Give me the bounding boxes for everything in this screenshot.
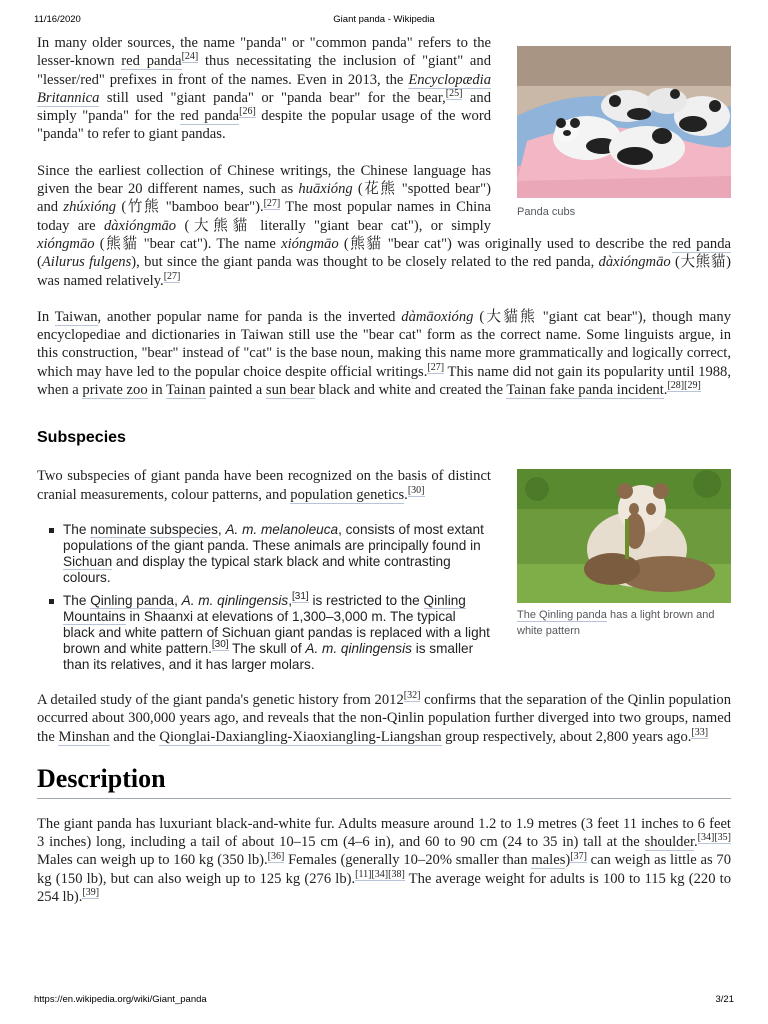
link-tainan[interactable]: Tainan: [166, 382, 206, 399]
link-red-panda[interactable]: red panda: [180, 108, 240, 125]
link-private-zoo[interactable]: private zoo: [82, 382, 148, 399]
link-sun-bear[interactable]: sun bear: [265, 382, 315, 399]
ref-11[interactable]: [11]: [355, 868, 372, 880]
link-tainan-fake-panda-incident[interactable]: Tainan fake panda incident: [506, 382, 664, 399]
ref-29[interactable]: [29]: [684, 380, 701, 392]
article-body: [37, 34, 731, 924]
ref-25[interactable]: [25]: [445, 88, 463, 100]
ref-34[interactable]: [34]: [697, 832, 715, 844]
paragraph-chinese-names: Since the earliest collection of Chinese writings, the Chinese language has given the bear 20 different names, such as huāxióng (花熊 "spotted bear") and zhúxióng (竹熊 "bamboo bear").[27] The most popular names in China today are dàxióngmāo (大熊貓 literally "giant bear cat"), or simply xióngmāo (熊貓 "bear cat"). The name xióngmāo (熊貓 "bear cat") was originally used to describe the red panda (Ailurus fulgens), but since the giant panda was thought to be closely related to the red panda, dàxióngmāo (大熊貓) was named relatively.[27]: [37, 162, 731, 289]
description-heading: Description: [37, 764, 731, 799]
ref-34[interactable]: [34]: [371, 868, 389, 880]
subspecies-list: [37, 522, 731, 673]
ref-36[interactable]: [36]: [267, 850, 285, 862]
link-population-genetics[interactable]: population genetics: [290, 486, 405, 503]
ref-32[interactable]: [32]: [403, 690, 421, 702]
list-item-melanoleuca: The nominate subspecies, A. m. melanoleuca, consists of most extant populations of the giant panda. These animals are principally found in Sichuan and display the typical stark black and white contrasting colours.: [63, 522, 731, 586]
print-header: [34, 14, 734, 28]
link-shoulder[interactable]: shoulder: [644, 834, 694, 851]
ref-33[interactable]: [33]: [691, 726, 709, 738]
link-encyclopaedia-britannica[interactable]: Encyclopædia Britannica: [37, 71, 491, 106]
ref-30[interactable]: [30]: [407, 484, 425, 496]
ref-27[interactable]: [27]: [263, 197, 281, 209]
link-sichuan[interactable]: Sichuan: [63, 553, 113, 569]
print-page-number: 3/21: [715, 994, 734, 1005]
panda-cubs-image: [517, 46, 731, 198]
print-title: Giant panda - Wikipedia: [333, 14, 435, 25]
link-qinling-panda[interactable]: Qinling panda: [90, 592, 175, 608]
qinling-caption: The Qinling panda has a light brown and white pattern: [517, 609, 715, 638]
paragraph-older-sources: In many older sources, the name "panda" or "common panda" refers to the lesser-known red panda[24] thus necessitating the inclusion of "giant" and "lesser/red" prefixes in front of the names. Even in 2013, the Encyclopædia Britannica still used "giant panda" or "panda bear" for the bear,[25] and simply "panda" for the red panda[26] despite the popular usage of the word "panda" to refer to giant pandas.: [37, 35, 492, 143]
link-males[interactable]: males: [531, 852, 566, 869]
paragraph-subspecies-intro: Two subspecies of giant panda have been recognized on the basis of distinct cranial measurements, colour patterns, and population genetics.[30]: [37, 468, 491, 503]
ref-31[interactable]: [31]: [292, 591, 309, 603]
ref-26[interactable]: [26]: [239, 106, 256, 118]
ref-38[interactable]: [38]: [388, 868, 405, 880]
print-url: https://en.wikipedia.org/wiki/Giant_panda: [34, 994, 207, 1005]
paragraph-description: The giant panda has luxuriant black-and-white fur. Adults measure around 1.2 to 1.9 metres (3 feet 11 inches to 6 feet 3 inches) long, including a tail of about 10–15 cm (4–6 in), and 60 to 90 cm (24 to 35 in) tall at the shoulder.[34][35] Males can weigh up to 160 kg (350 lb).[36] Females (generally 10–20% smaller than males)[37] can weigh as little as 70 kg (150 lb), but can also weigh up to 125 kg (276 lb).[11][34][38] The average weight for adults is 100 to 115 kg (220 to 254 lb).[39]: [37, 815, 732, 906]
ref-35[interactable]: [35]: [714, 832, 731, 844]
print-date: 11/16/2020: [34, 14, 81, 25]
paragraph-genetic-history: A detailed study of the giant panda's genetic history from 2012[32] confirms that the separation of the Qinlin population occurred about 300,000 years ago, and reveals that the non-Qinlin population further diverged into two groups, named the Minshan and the Qionglai-Daxiangling-Xiaoxiangling-Liangshan group respectively, about 2,800 years ago.[33]: [37, 690, 731, 745]
ref-30[interactable]: [30]: [211, 639, 229, 651]
figure-panda-cubs[interactable]: [517, 46, 731, 220]
link-qionglai-group[interactable]: Qionglai-Daxiangling-Xiaoxiangling-Liangshan: [159, 728, 442, 745]
link-taiwan[interactable]: Taiwan: [54, 308, 98, 325]
ref-28[interactable]: [28]: [667, 380, 685, 392]
link-qinling-mountains[interactable]: Qinling Mountains: [63, 592, 466, 624]
ref-24[interactable]: [24]: [181, 51, 199, 63]
ref-39[interactable]: [39]: [82, 887, 100, 899]
ref-37[interactable]: [37]: [570, 850, 587, 862]
link-red-panda[interactable]: red panda: [121, 53, 182, 70]
ref-27[interactable]: [27]: [427, 361, 445, 373]
list-item-qinlingensis: The Qinling panda, A. m. qinlingensis,[31] is restricted to the Qinling Mountains in Shaanxi at elevations of 1,300–3,000 m. The typical black and white pattern of Sichuan giant pandas is replaced with a light brown and white pattern.[30] The skull of A. m. qinlingensis is smaller than its relatives, and it has larger molars.: [63, 593, 731, 673]
subspecies-heading: Subspecies: [37, 429, 126, 447]
ref-27[interactable]: [27]: [163, 270, 181, 282]
print-footer: [34, 994, 734, 1008]
panda-cubs-caption: Panda cubs: [517, 206, 576, 218]
link-minshan[interactable]: Minshan: [58, 728, 110, 745]
link-nominate-subspecies[interactable]: nominate subspecies: [90, 521, 218, 537]
link-qinling-panda-caption[interactable]: The Qinling panda: [517, 609, 607, 622]
link-red-panda[interactable]: red panda: [672, 235, 731, 252]
paragraph-taiwan-name: In Taiwan, another popular name for panda is the inverted dàmāoxióng (大貓熊 "giant cat bear"), though many encyclopediae and dictionaries in Taiwan still use the "bear cat" form as the correct name. Some linguists argue, in this construction, "bear" instead of "cat" is the base noun, making this name more grammatically and logically correct, which may have led to the popular choice despite official writings.[27] This name did not gain its popularity until 1988, when a private zoo in Tainan painted a sun bear black and white and created the Tainan fake panda incident.[28][29]: [37, 308, 731, 399]
